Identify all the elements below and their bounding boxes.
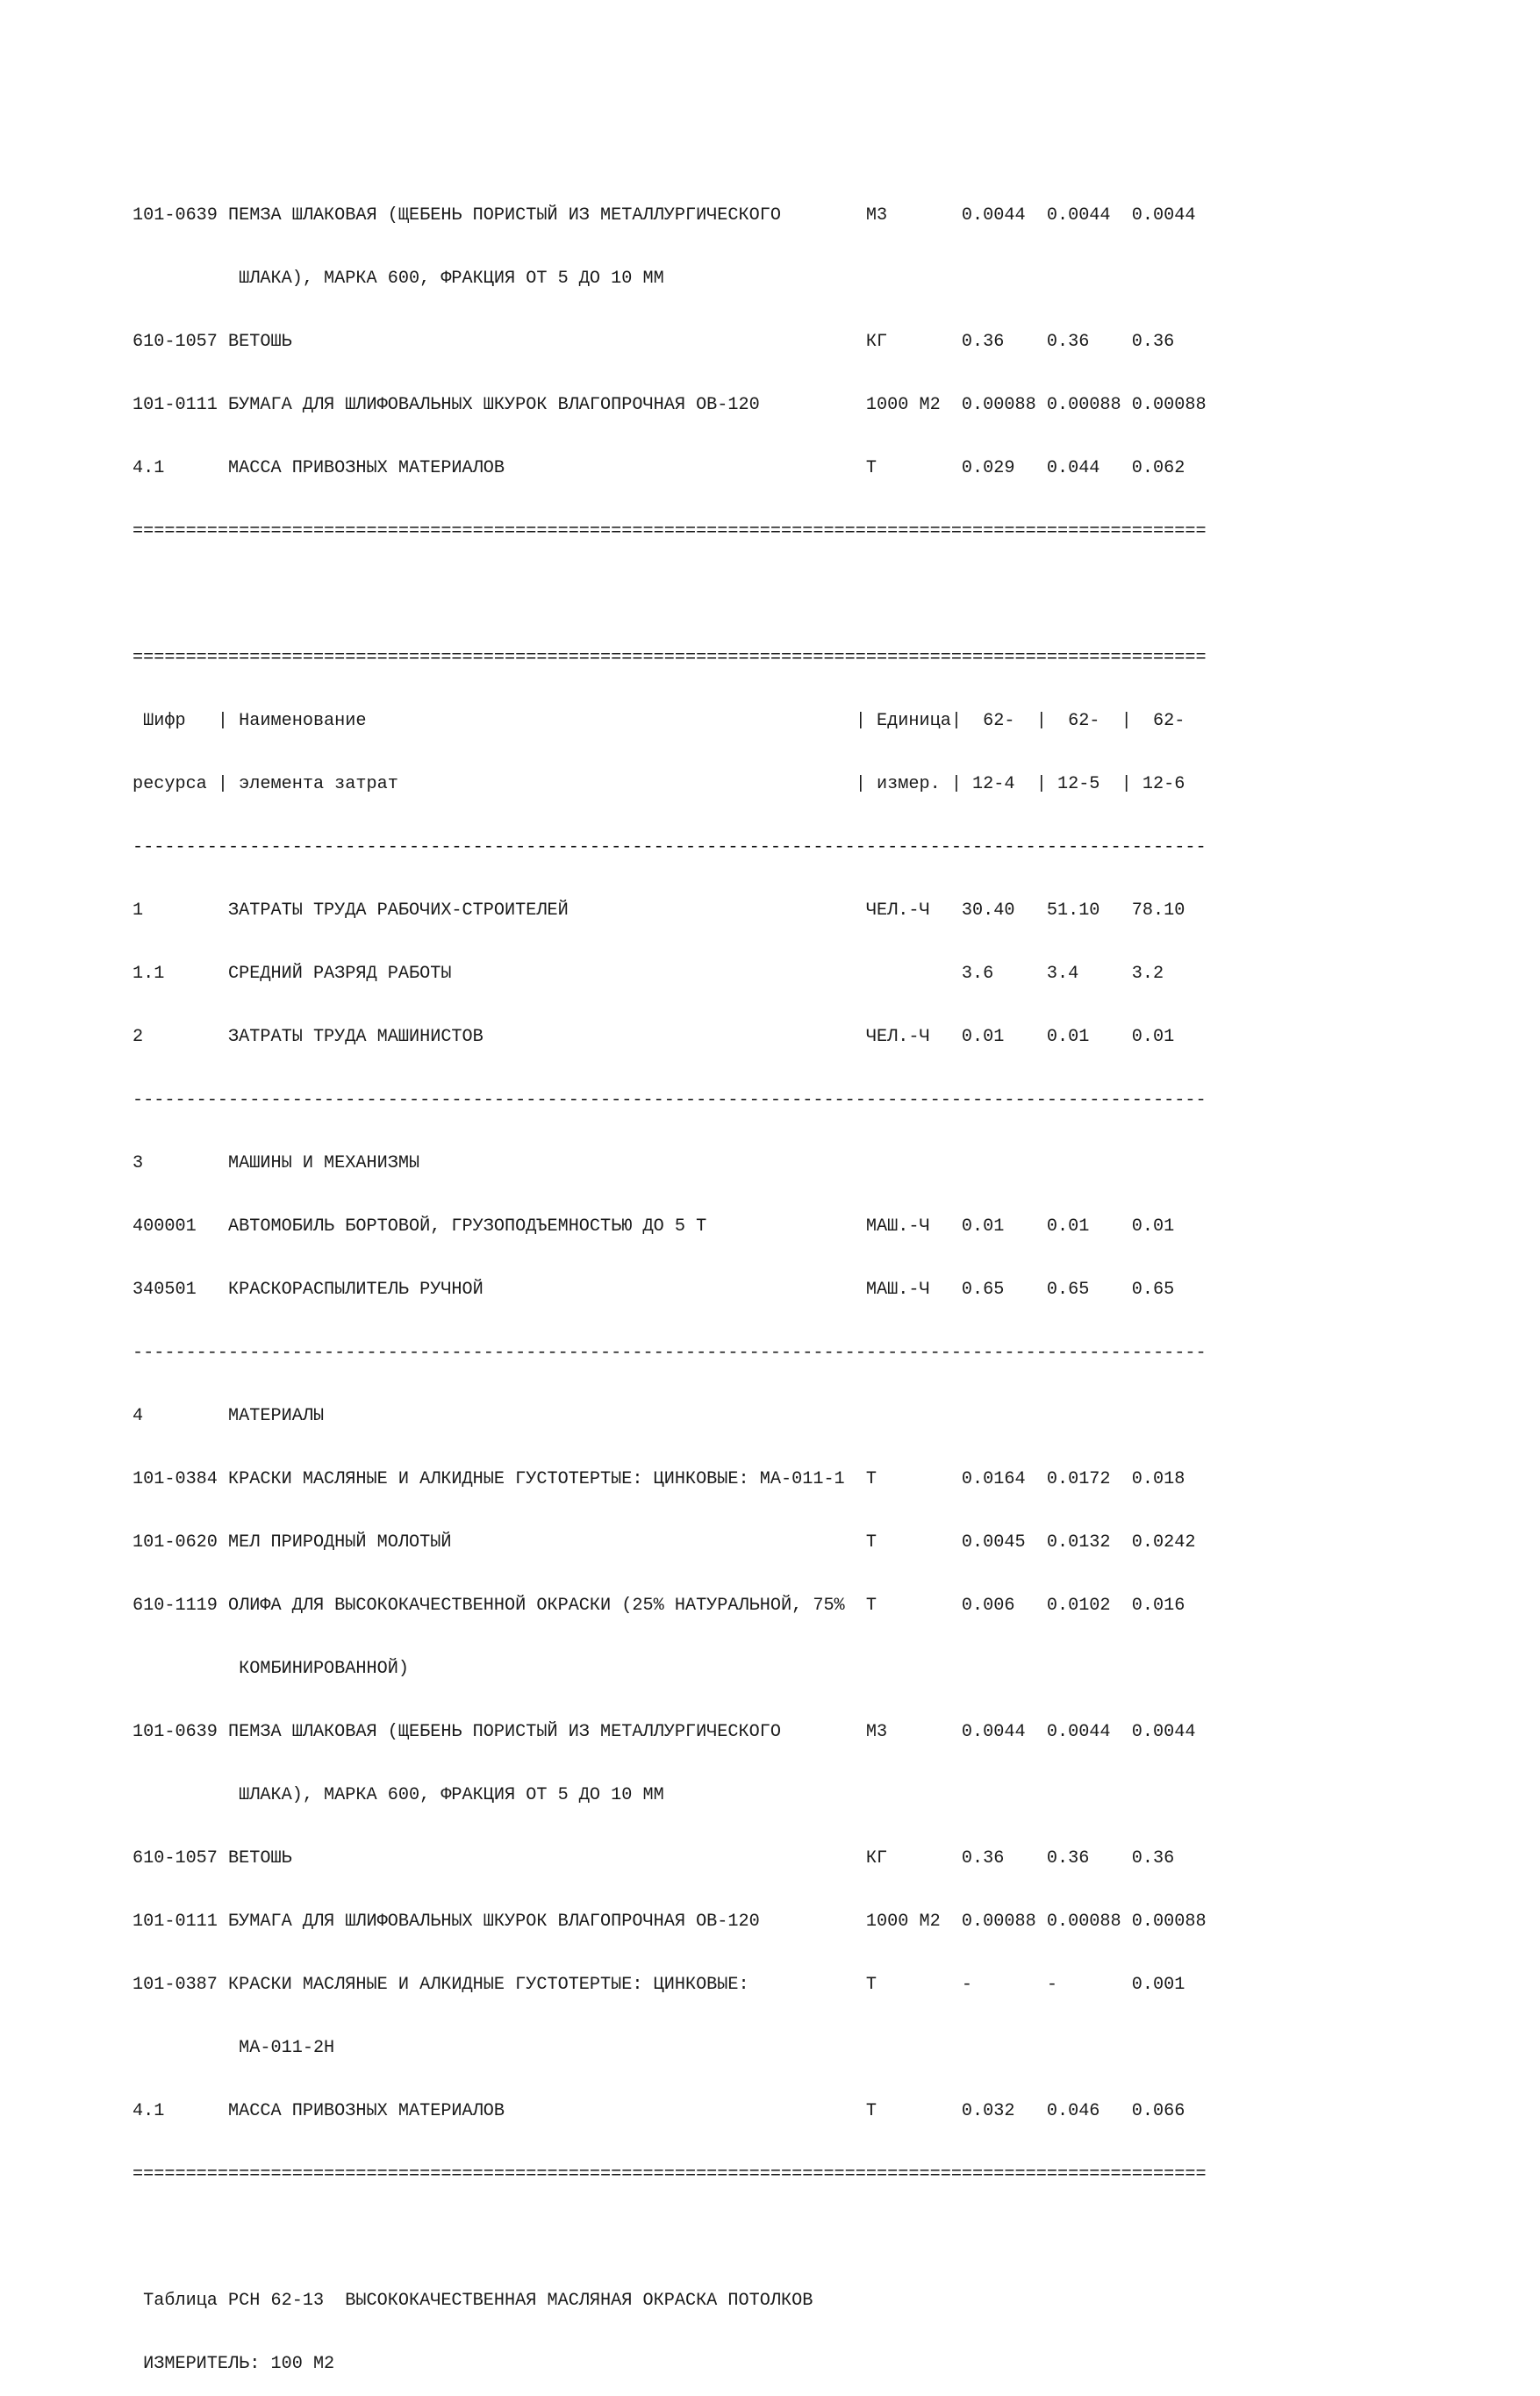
resource-row-610-1119-line1: 610-1119 ОЛИФА ДЛЯ ВЫСОКОКАЧЕСТВЕННОЙ ОКРАСКИ (25% НАТУРАЛЬНОЙ, 75% Т 0.006 0.0102 0.016 [133,1596,1185,1616]
double-rule: ===================================================================================================== [133,648,1207,668]
resource-row-101-0639-line1: 101-0639 ПЕМЗА ШЛАКОВАЯ (ЩЕБЕНЬ ПОРИСТЫЙ ИЗ МЕТАЛЛУРГИЧЕСКОГО М3 0.0044 0.0044 0.0044 [133,205,1196,226]
dashed-rule: ----------------------------------------------------------------------------------------------------- [133,1090,1207,1110]
section-heading-machines: 3 МАШИНЫ И МЕХАНИЗМЫ [133,1153,420,1173]
resource-row-1-1-grade: 1.1 СРЕДНИЙ РАЗРЯД РАБОТЫ 3.6 3.4 3.2 [133,964,1164,984]
resource-row-101-0111: 101-0111 БУМАГА ДЛЯ ШЛИФОВАЛЬНЫХ ШКУРОК ВЛАГОПРОЧНАЯ ОВ-120 1000 М2 0.00088 0.00088 0.00088 [133,395,1207,415]
dashed-rule: ----------------------------------------------------------------------------------------------------- [133,837,1207,857]
dashed-rule: ----------------------------------------------------------------------------------------------------- [133,1343,1207,1363]
resource-row-101-0620: 101-0620 МЕЛ ПРИРОДНЫЙ МОЛОТЫЙ Т 0.0045 0.0132 0.0242 [133,1532,1196,1553]
blank-line [133,585,1207,606]
double-rule: ===================================================================================================== [133,521,1207,542]
table-header-row-2: ресурса | элемента затрат | измер. | 12-4 | 12-5 | 12-6 [133,774,1185,794]
resource-row-610-1057: 610-1057 ВЕТОШЬ КГ 0.36 0.36 0.36 [133,332,1175,352]
resource-row-1-labor: 1 ЗАТРАТЫ ТРУДА РАБОЧИХ-СТРОИТЕЛЕЙ ЧЕЛ.-Ч 30.40 51.10 78.10 [133,900,1185,921]
resource-row-2-operators: 2 ЗАТРАТЫ ТРУДА МАШИНИСТОВ ЧЕЛ.-Ч 0.01 0.01 0.01 [133,1027,1175,1047]
resource-row-101-0639-line2: ШЛАКА), МАРКА 600, ФРАКЦИЯ ОТ 5 ДО 10 ММ [133,269,664,289]
resource-row-610-1119-line2: КОМБИНИРОВАННОЙ) [133,1659,409,1679]
resource-row-340501: 340501 КРАСКОРАСПЫЛИТЕЛЬ РУЧНОЙ МАШ.-Ч 0.65 0.65 0.65 [133,1280,1175,1300]
section-heading-materials: 4 МАТЕРИАЛЫ [133,1406,325,1426]
blank-line [133,2227,1207,2249]
resource-row-400001: 400001 АВТОМОБИЛЬ БОРТОВОЙ, ГРУЗОПОДЪЕМНОСТЬЮ ДО 5 Т МАШ.-Ч 0.01 0.01 0.01 [133,1216,1175,1237]
table-measure-unit: ИЗМЕРИТЕЛЬ: 100 М2 [133,2354,335,2374]
resource-row-101-0384: 101-0384 КРАСКИ МАСЛЯНЫЕ И АЛКИДНЫЕ ГУСТОТЕРТЫЕ: ЦИНКОВЫЕ: МА-011-1 Т 0.0164 0.0172 0.018 [133,1469,1185,1489]
resource-row-610-1057: 610-1057 ВЕТОШЬ КГ 0.36 0.36 0.36 [133,1848,1175,1869]
resource-row-101-0111: 101-0111 БУМАГА ДЛЯ ШЛИФОВАЛЬНЫХ ШКУРОК ВЛАГОПРОЧНАЯ ОВ-120 1000 М2 0.00088 0.00088 0.00088 [133,1912,1207,1932]
resource-row-101-0639-line2: ШЛАКА), МАРКА 600, ФРАКЦИЯ ОТ 5 ДО 10 ММ [133,1785,664,1805]
document-page [133,163,1207,2396]
resource-row-101-0639-line1: 101-0639 ПЕМЗА ШЛАКОВАЯ (ЩЕБЕНЬ ПОРИСТЫЙ ИЗ МЕТАЛЛУРГИЧЕСКОГО М3 0.0044 0.0044 0.0044 [133,1722,1196,1742]
table-header-row-1: Шифр | Наименование | Единица| 62- | 62- | 62- [133,711,1185,731]
resource-row-101-0387-line2: МА-011-2Н [133,2038,335,2058]
double-rule: ===================================================================================================== [133,2164,1207,2184]
table-caption: Таблица РСН 62-13 ВЫСОКОКАЧЕСТВЕННАЯ МАСЛЯНАЯ ОКРАСКА ПОТОЛКОВ [133,2291,813,2311]
resource-row-4-1-mass: 4.1 МАССА ПРИВОЗНЫХ МАТЕРИАЛОВ Т 0.029 0.044 0.062 [133,458,1185,478]
resource-row-4-1-mass: 4.1 МАССА ПРИВОЗНЫХ МАТЕРИАЛОВ Т 0.032 0.046 0.066 [133,2101,1185,2121]
resource-row-101-0387-line1: 101-0387 КРАСКИ МАСЛЯНЫЕ И АЛКИДНЫЕ ГУСТОТЕРТЫЕ: ЦИНКОВЫЕ: Т - - 0.001 [133,1975,1185,1995]
